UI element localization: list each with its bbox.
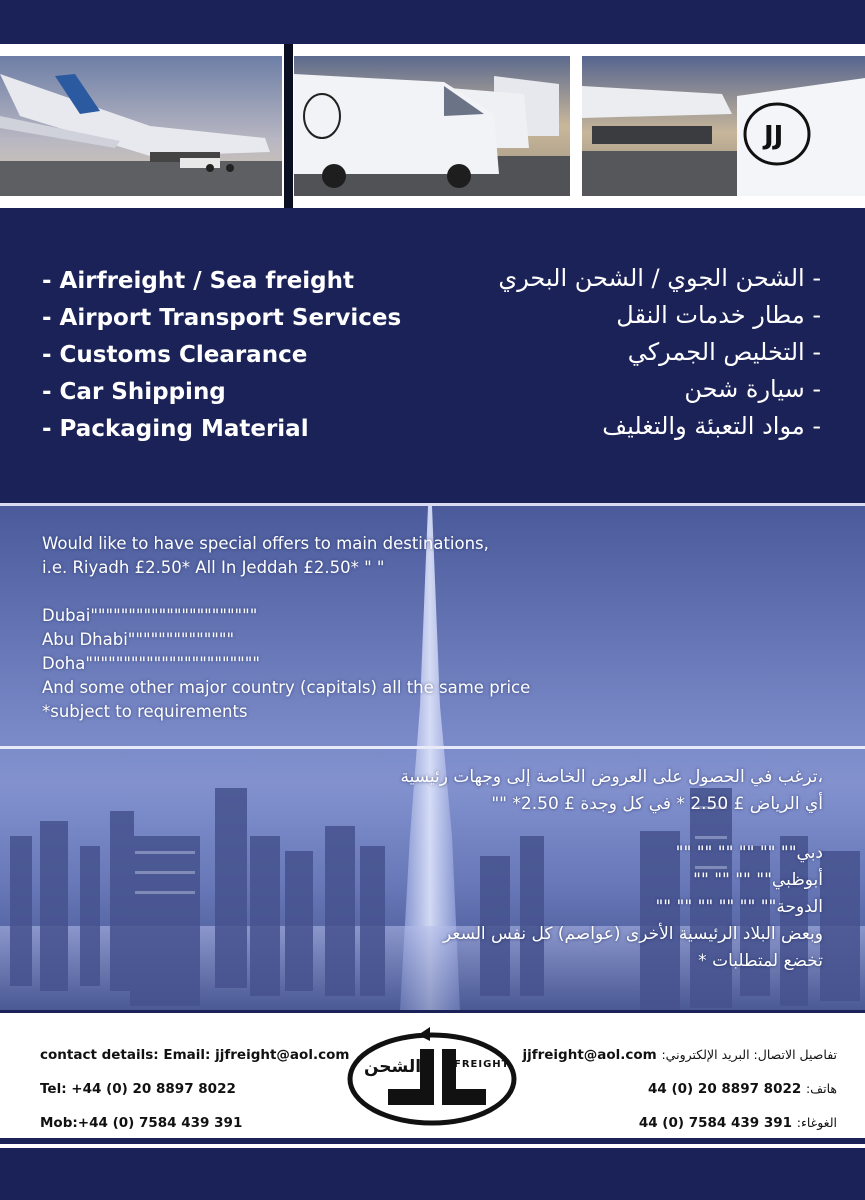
svg-text:JJ: JJ — [764, 121, 784, 151]
contact-details-arabic — [522, 1038, 837, 1140]
offers-divider-line — [0, 746, 865, 749]
offer-note-ar: تخضع لمتطلبات * — [698, 951, 823, 971]
contact-mob: Mob:+44 (0) 7584 439 391 — [40, 1115, 243, 1131]
service-packaging-material: - Packaging Material — [42, 416, 309, 442]
contact-email: contact details: Email: jjfreight@aol.com — [40, 1047, 350, 1063]
contact-tel-value-ar: 44 (0) 20 8897 8022 — [648, 1081, 802, 1097]
logo-english-text: FREIGHT — [454, 1059, 510, 1070]
offer-line-2: i.e. Riyadh £2.50* All In Jeddah £2.50* " " — [42, 558, 385, 577]
offer-doha-ar: الدوحة"" "" "" "" "" "" — [655, 897, 823, 917]
service-car-shipping: - Car Shipping — [42, 379, 226, 405]
jj-freight-logo — [346, 1027, 518, 1131]
offer-abu-dhabi-ar: أبوظبي"" "" "" "" — [693, 870, 823, 890]
contact-mob-value-ar: 44 (0) 7584 439 391 — [638, 1115, 793, 1131]
contact-mob-ar — [522, 1106, 837, 1140]
offer-line-1-ar: ،ترغب في الحصول على العروض الخاصة إلى وجهات رئيسية — [400, 767, 823, 787]
offers-text-english — [42, 532, 642, 724]
contact-details-english — [40, 1038, 349, 1140]
service-airfreight: - Airfreight / Sea freight — [42, 268, 355, 294]
contact-tel-label-ar: هاتف: — [805, 1081, 837, 1096]
contact-email-ar — [522, 1038, 837, 1072]
offer-dubai: Dubai"""""""""""""""""""""" — [42, 606, 258, 625]
offer-dubai-ar: دبي"" "" "" "" "" "" — [675, 843, 823, 863]
offer-doha: Doha""""""""""""""""""""""" — [42, 654, 260, 673]
contact-mob-label-ar: الغوغاء: — [796, 1115, 837, 1130]
service-airfreight-ar: - الشحن الجوي / الشحن البحري — [498, 264, 821, 292]
service-customs-clearance-ar: - التخليص الجمركي — [627, 338, 821, 366]
contact-tel: Tel: +44 (0) 20 8897 8022 — [40, 1081, 236, 1097]
contact-email-label-ar: تفاصيل الاتصال: البريد الإلكتروني: — [661, 1047, 837, 1062]
offer-other-ar: وبعض البلاد الرئيسية الأخرى (عواصم) كل نفس السعر — [443, 924, 823, 944]
photo-divider — [284, 44, 293, 208]
offer-other: And some other major country (capitals) all the same price — [42, 678, 531, 697]
bottom-band — [0, 1138, 865, 1200]
bottom-white-line — [0, 1144, 865, 1148]
offer-note: *subject to requirements — [42, 702, 248, 721]
service-car-shipping-ar: - سيارة شحن — [684, 375, 821, 403]
service-airport-transport-ar: - مطار خدمات النقل — [616, 301, 821, 329]
cargo-plane-van-photo — [582, 56, 865, 196]
vans-photo — [294, 56, 570, 196]
service-packaging-material-ar: - مواد التعبئة والتغليف — [602, 412, 821, 440]
service-airport-transport: - Airport Transport Services — [42, 305, 402, 331]
contact-tel-ar — [522, 1072, 837, 1106]
top-band — [0, 0, 865, 44]
offer-line-2-ar: أي الرياض £ 2.50 * في كل وجدة £ 2.50* "" — [491, 794, 823, 814]
services-list-english — [42, 266, 462, 451]
services-list-arabic — [401, 262, 821, 447]
offer-line-1: Would like to have special offers to main destinations, — [42, 534, 489, 553]
logo-emblem-icon — [346, 1027, 518, 1131]
service-customs-clearance: - Customs Clearance — [42, 342, 308, 368]
photo-strip — [0, 44, 865, 208]
services-section — [0, 208, 865, 504]
offer-abu-dhabi: Abu Dhabi"""""""""""""" — [42, 630, 235, 649]
logo-arabic-text: الشحن — [364, 1057, 422, 1077]
contact-email-value-ar: jjfreight@aol.com — [522, 1047, 657, 1063]
airplane-photo — [0, 56, 282, 196]
offers-text-arabic — [303, 764, 823, 975]
offers-section — [0, 506, 865, 1010]
contact-section — [0, 1013, 865, 1138]
